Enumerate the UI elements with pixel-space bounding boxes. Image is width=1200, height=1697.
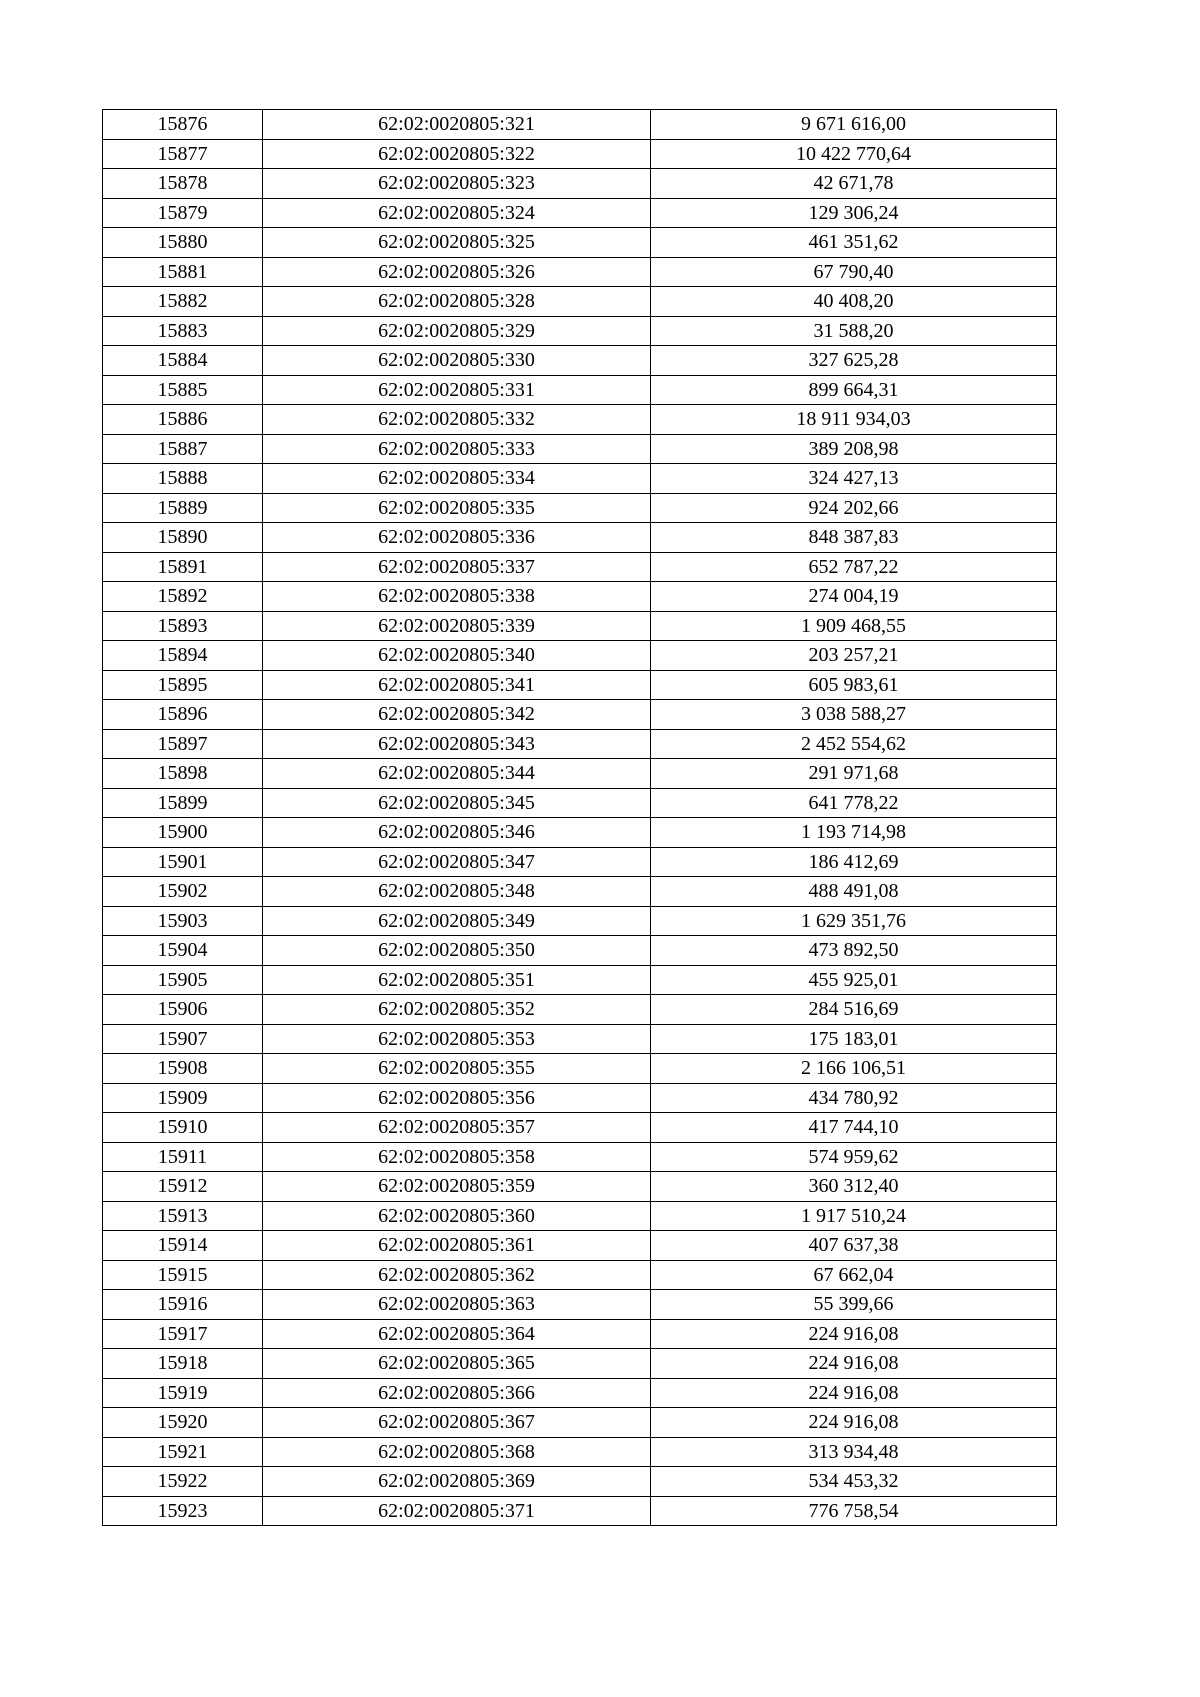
table-row — [103, 1172, 1057, 1202]
row-number-cell: 15906 — [103, 995, 263, 1025]
table-row — [103, 552, 1057, 582]
cadastral-value-cell: 10 422 770,64 — [651, 139, 1057, 169]
row-number-cell: 15910 — [103, 1113, 263, 1143]
table-row — [103, 1260, 1057, 1290]
row-number-cell: 15911 — [103, 1142, 263, 1172]
cadastral-number-cell: 62:02:0020805:337 — [263, 552, 651, 582]
cadastral-number-cell: 62:02:0020805:365 — [263, 1349, 651, 1379]
table-row — [103, 405, 1057, 435]
row-number-cell: 15903 — [103, 906, 263, 936]
cadastral-value-cell: 67 662,04 — [651, 1260, 1057, 1290]
table-row — [103, 847, 1057, 877]
row-number-cell: 15920 — [103, 1408, 263, 1438]
table-row — [103, 611, 1057, 641]
row-number-cell: 15885 — [103, 375, 263, 405]
cadastral-number-cell: 62:02:0020805:359 — [263, 1172, 651, 1202]
cadastral-value-cell: 3 038 588,27 — [651, 700, 1057, 730]
cadastral-number-cell: 62:02:0020805:344 — [263, 759, 651, 789]
table-row — [103, 906, 1057, 936]
table-row — [103, 316, 1057, 346]
cadastral-value-cell: 274 004,19 — [651, 582, 1057, 612]
table-body — [103, 110, 1057, 1526]
table-row — [103, 1378, 1057, 1408]
cadastral-value-cell: 417 744,10 — [651, 1113, 1057, 1143]
cadastral-value-cell: 360 312,40 — [651, 1172, 1057, 1202]
row-number-cell: 15897 — [103, 729, 263, 759]
row-number-cell: 15894 — [103, 641, 263, 671]
table-row — [103, 169, 1057, 199]
table-row — [103, 346, 1057, 376]
cadastral-number-cell: 62:02:0020805:338 — [263, 582, 651, 612]
row-number-cell: 15889 — [103, 493, 263, 523]
row-number-cell: 15880 — [103, 228, 263, 258]
cadastral-value-cell: 327 625,28 — [651, 346, 1057, 376]
table-row — [103, 287, 1057, 317]
cadastral-number-cell: 62:02:0020805:328 — [263, 287, 651, 317]
cadastral-value-cell: 324 427,13 — [651, 464, 1057, 494]
row-number-cell: 15892 — [103, 582, 263, 612]
row-number-cell: 15876 — [103, 110, 263, 140]
row-number-cell: 15907 — [103, 1024, 263, 1054]
table-row — [103, 1437, 1057, 1467]
cadastral-value-cell: 473 892,50 — [651, 936, 1057, 966]
cadastral-number-cell: 62:02:0020805:368 — [263, 1437, 651, 1467]
cadastral-number-cell: 62:02:0020805:353 — [263, 1024, 651, 1054]
cadastral-value-cell: 224 916,08 — [651, 1408, 1057, 1438]
row-number-cell: 15919 — [103, 1378, 263, 1408]
table-row — [103, 729, 1057, 759]
row-number-cell: 15916 — [103, 1290, 263, 1320]
table-row — [103, 464, 1057, 494]
cadastral-number-cell: 62:02:0020805:362 — [263, 1260, 651, 1290]
row-number-cell: 15923 — [103, 1496, 263, 1526]
cadastral-value-cell: 40 408,20 — [651, 287, 1057, 317]
table-row — [103, 1083, 1057, 1113]
cadastral-value-cell: 574 959,62 — [651, 1142, 1057, 1172]
table-row — [103, 198, 1057, 228]
cadastral-value-cell: 42 671,78 — [651, 169, 1057, 199]
cadastral-number-cell: 62:02:0020805:357 — [263, 1113, 651, 1143]
row-number-cell: 15895 — [103, 670, 263, 700]
table-row — [103, 965, 1057, 995]
cadastral-value-cell: 2 452 554,62 — [651, 729, 1057, 759]
cadastral-number-cell: 62:02:0020805:369 — [263, 1467, 651, 1497]
cadastral-number-cell: 62:02:0020805:331 — [263, 375, 651, 405]
cadastral-value-cell: 488 491,08 — [651, 877, 1057, 907]
row-number-cell: 15913 — [103, 1201, 263, 1231]
cadastral-value-cell: 31 588,20 — [651, 316, 1057, 346]
row-number-cell: 15912 — [103, 1172, 263, 1202]
cadastral-number-cell: 62:02:0020805:345 — [263, 788, 651, 818]
table-row — [103, 523, 1057, 553]
cadastral-number-cell: 62:02:0020805:333 — [263, 434, 651, 464]
row-number-cell: 15915 — [103, 1260, 263, 1290]
row-number-cell: 15883 — [103, 316, 263, 346]
cadastral-value-cell: 641 778,22 — [651, 788, 1057, 818]
cadastral-number-cell: 62:02:0020805:325 — [263, 228, 651, 258]
cadastral-value-cell: 899 664,31 — [651, 375, 1057, 405]
table-row — [103, 788, 1057, 818]
cadastral-number-cell: 62:02:0020805:367 — [263, 1408, 651, 1438]
cadastral-number-cell: 62:02:0020805:358 — [263, 1142, 651, 1172]
row-number-cell: 15900 — [103, 818, 263, 848]
cadastral-value-cell: 652 787,22 — [651, 552, 1057, 582]
cadastral-number-cell: 62:02:0020805:356 — [263, 1083, 651, 1113]
cadastral-number-cell: 62:02:0020805:343 — [263, 729, 651, 759]
cadastral-number-cell: 62:02:0020805:329 — [263, 316, 651, 346]
table-row — [103, 995, 1057, 1025]
row-number-cell: 15884 — [103, 346, 263, 376]
row-number-cell: 15904 — [103, 936, 263, 966]
table-row — [103, 257, 1057, 287]
cadastral-value-cell: 186 412,69 — [651, 847, 1057, 877]
cadastral-number-cell: 62:02:0020805:323 — [263, 169, 651, 199]
row-number-cell: 15899 — [103, 788, 263, 818]
row-number-cell: 15914 — [103, 1231, 263, 1261]
row-number-cell: 15922 — [103, 1467, 263, 1497]
cadastral-value-cell: 455 925,01 — [651, 965, 1057, 995]
cadastral-number-cell: 62:02:0020805:371 — [263, 1496, 651, 1526]
row-number-cell: 15879 — [103, 198, 263, 228]
cadastral-number-cell: 62:02:0020805:352 — [263, 995, 651, 1025]
table-row — [103, 1408, 1057, 1438]
cadastral-value-cell: 389 208,98 — [651, 434, 1057, 464]
row-number-cell: 15893 — [103, 611, 263, 641]
cadastral-value-cell: 2 166 106,51 — [651, 1054, 1057, 1084]
row-number-cell: 15917 — [103, 1319, 263, 1349]
table-row — [103, 493, 1057, 523]
row-number-cell: 15891 — [103, 552, 263, 582]
cadastral-value-cell: 224 916,08 — [651, 1349, 1057, 1379]
row-number-cell: 15888 — [103, 464, 263, 494]
row-number-cell: 15890 — [103, 523, 263, 553]
table-row — [103, 1113, 1057, 1143]
cadastral-number-cell: 62:02:0020805:336 — [263, 523, 651, 553]
cadastral-number-cell: 62:02:0020805:326 — [263, 257, 651, 287]
cadastral-number-cell: 62:02:0020805:341 — [263, 670, 651, 700]
cadastral-number-cell: 62:02:0020805:321 — [263, 110, 651, 140]
cadastral-value-cell: 313 934,48 — [651, 1437, 1057, 1467]
row-number-cell: 15905 — [103, 965, 263, 995]
cadastral-number-cell: 62:02:0020805:360 — [263, 1201, 651, 1231]
cadastral-value-cell: 534 453,32 — [651, 1467, 1057, 1497]
row-number-cell: 15908 — [103, 1054, 263, 1084]
row-number-cell: 15877 — [103, 139, 263, 169]
cadastral-value-cell: 284 516,69 — [651, 995, 1057, 1025]
table-row — [103, 818, 1057, 848]
cadastral-value-cell: 291 971,68 — [651, 759, 1057, 789]
table-row — [103, 877, 1057, 907]
cadastral-number-cell: 62:02:0020805:350 — [263, 936, 651, 966]
cadastral-value-cell: 1 193 714,98 — [651, 818, 1057, 848]
cadastral-value-cell: 67 790,40 — [651, 257, 1057, 287]
cadastral-number-cell: 62:02:0020805:366 — [263, 1378, 651, 1408]
cadastral-value-table — [102, 109, 1057, 1526]
table-row — [103, 139, 1057, 169]
cadastral-number-cell: 62:02:0020805:322 — [263, 139, 651, 169]
cadastral-value-cell: 224 916,08 — [651, 1319, 1057, 1349]
cadastral-value-cell: 924 202,66 — [651, 493, 1057, 523]
table-row — [103, 1496, 1057, 1526]
table-row — [103, 700, 1057, 730]
table-row — [103, 1349, 1057, 1379]
cadastral-value-cell: 407 637,38 — [651, 1231, 1057, 1261]
row-number-cell: 15881 — [103, 257, 263, 287]
cadastral-number-cell: 62:02:0020805:355 — [263, 1054, 651, 1084]
row-number-cell: 15918 — [103, 1349, 263, 1379]
cadastral-value-cell: 461 351,62 — [651, 228, 1057, 258]
table-row — [103, 670, 1057, 700]
cadastral-number-cell: 62:02:0020805:349 — [263, 906, 651, 936]
cadastral-number-cell: 62:02:0020805:342 — [263, 700, 651, 730]
cadastral-number-cell: 62:02:0020805:361 — [263, 1231, 651, 1261]
table-row — [103, 1231, 1057, 1261]
table-row — [103, 1201, 1057, 1231]
cadastral-value-cell: 1 909 468,55 — [651, 611, 1057, 641]
row-number-cell: 15902 — [103, 877, 263, 907]
cadastral-number-cell: 62:02:0020805:364 — [263, 1319, 651, 1349]
row-number-cell: 15921 — [103, 1437, 263, 1467]
table-row — [103, 759, 1057, 789]
cadastral-number-cell: 62:02:0020805:324 — [263, 198, 651, 228]
table-row — [103, 434, 1057, 464]
cadastral-value-cell: 848 387,83 — [651, 523, 1057, 553]
cadastral-value-cell: 776 758,54 — [651, 1496, 1057, 1526]
cadastral-value-cell: 9 671 616,00 — [651, 110, 1057, 140]
cadastral-number-cell: 62:02:0020805:340 — [263, 641, 651, 671]
cadastral-value-cell: 1 629 351,76 — [651, 906, 1057, 936]
cadastral-number-cell: 62:02:0020805:348 — [263, 877, 651, 907]
row-number-cell: 15901 — [103, 847, 263, 877]
cadastral-value-cell: 55 399,66 — [651, 1290, 1057, 1320]
table-row — [103, 228, 1057, 258]
cadastral-number-cell: 62:02:0020805:339 — [263, 611, 651, 641]
cadastral-value-cell: 434 780,92 — [651, 1083, 1057, 1113]
row-number-cell: 15887 — [103, 434, 263, 464]
cadastral-value-cell: 605 983,61 — [651, 670, 1057, 700]
table-row — [103, 641, 1057, 671]
row-number-cell: 15882 — [103, 287, 263, 317]
table-row — [103, 582, 1057, 612]
cadastral-value-cell: 203 257,21 — [651, 641, 1057, 671]
cadastral-value-cell: 224 916,08 — [651, 1378, 1057, 1408]
row-number-cell: 15878 — [103, 169, 263, 199]
cadastral-value-cell: 129 306,24 — [651, 198, 1057, 228]
table-row — [103, 1024, 1057, 1054]
table-row — [103, 375, 1057, 405]
table-row — [103, 1467, 1057, 1497]
table-row — [103, 110, 1057, 140]
row-number-cell: 15898 — [103, 759, 263, 789]
table-row — [103, 936, 1057, 966]
cadastral-number-cell: 62:02:0020805:330 — [263, 346, 651, 376]
cadastral-number-cell: 62:02:0020805:335 — [263, 493, 651, 523]
table-row — [103, 1290, 1057, 1320]
row-number-cell: 15896 — [103, 700, 263, 730]
cadastral-number-cell: 62:02:0020805:346 — [263, 818, 651, 848]
table-row — [103, 1054, 1057, 1084]
row-number-cell: 15886 — [103, 405, 263, 435]
cadastral-number-cell: 62:02:0020805:351 — [263, 965, 651, 995]
table-row — [103, 1142, 1057, 1172]
row-number-cell: 15909 — [103, 1083, 263, 1113]
cadastral-number-cell: 62:02:0020805:332 — [263, 405, 651, 435]
cadastral-number-cell: 62:02:0020805:334 — [263, 464, 651, 494]
cadastral-number-cell: 62:02:0020805:363 — [263, 1290, 651, 1320]
cadastral-value-cell: 1 917 510,24 — [651, 1201, 1057, 1231]
cadastral-number-cell: 62:02:0020805:347 — [263, 847, 651, 877]
table-row — [103, 1319, 1057, 1349]
cadastral-value-cell: 175 183,01 — [651, 1024, 1057, 1054]
cadastral-value-cell: 18 911 934,03 — [651, 405, 1057, 435]
